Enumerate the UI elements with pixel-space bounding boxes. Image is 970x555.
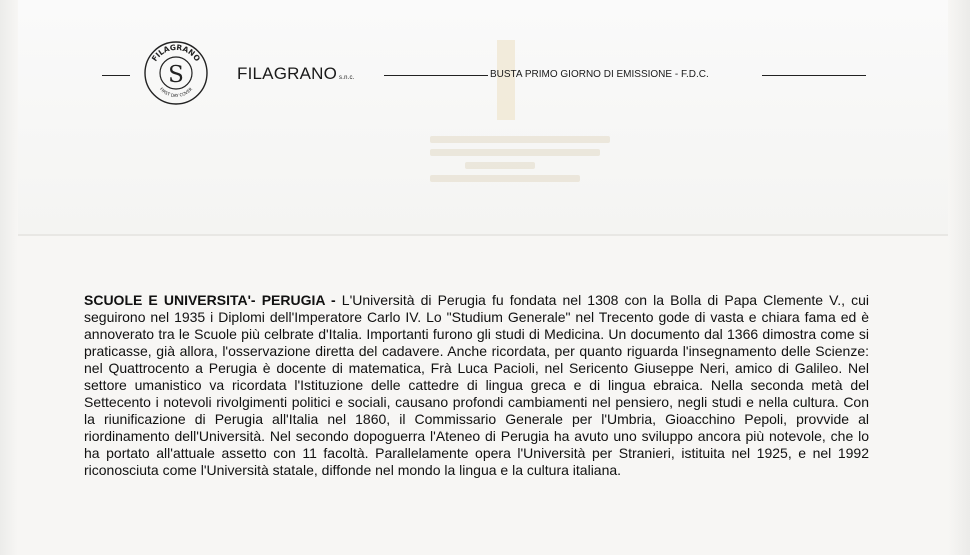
brand-name <box>237 64 355 84</box>
description-paragraph <box>84 292 869 479</box>
brand-text: FILAGRANO <box>237 64 338 83</box>
left-fold <box>0 0 18 555</box>
brand-suffix: s.n.c. <box>339 75 355 81</box>
header <box>100 40 870 110</box>
logo-letter: S <box>168 62 184 88</box>
description-heading: SCUOLE E UNIVERSITA'- PERUGIA - <box>84 292 336 308</box>
fdc-subtitle: BUSTA PRIMO GIORNO DI EMISSIONE - F.D.C. <box>490 69 709 80</box>
header-rule-left <box>102 75 130 76</box>
svg-text:FILAGRANO <box>150 43 202 63</box>
description-text: L'Università di Perugia fu fondata nel 1308 con la Bolla di Papa Clemente V., cui seguirono nel 1935 i Diplomi dell'Imperatore Carlo IV. Lo "Studium Generale" nel Trecento gode di vasta e chiara fama ed è annoverato tra le Scuole più celbrate d'Italia. Importanti furono gli studi di Medicina. Un documento dal 1366 dimostra come si praticasse, già allora, l'osservazione diretta del cadavere. Anche ricordata, per quanto riguarda l'insegnamento delle Scienze: nel Quattrocento a Perugia è docente di matematica, Frà Luca Pacioli, nel Sericento Giuseppe Neri, amico di Galileo. Nel settore umanistico va ricordata l'Istituzione delle cattedre di lingua greca e di lingua ebraica. Nella seconda metà del Settecento i notevoli rivolgimenti politici e sociali, causano profondi cambiamenti nel pensiero, negli studi e nella cultura. Con la riunificazione di Perugia all'Italia nel 1860, il Commissario Generale per l'Umbria, Gioacchino Pepoli, provvide al riordinamento dell'Università. Nel secondo dopoguerra l'Ateneo di Perugia ha avuto uno sviluppo ancora più notevole, che lo ha portato all'attuale assetto con 11 facoltà. Parallelamente opera l'Università per Stranieri, istituita nel 1925, e nel 1992 riconosciuta come l'Università statale, diffonde nel mondo la lingua e la cultura italiana. <box>84 292 870 478</box>
header-rule-right <box>762 75 866 76</box>
right-fold <box>948 0 970 555</box>
header-rule-middle <box>384 75 488 76</box>
logo-top-text: FILAGRANO <box>149 42 203 64</box>
logo-bottom-text: FIRST DAY COVER <box>158 86 194 99</box>
filagrano-logo <box>143 40 209 106</box>
flap-edge <box>0 234 970 236</box>
svg-text:FIRST DAY COVER <box>159 86 193 98</box>
bleed-through-cancel <box>430 130 620 220</box>
